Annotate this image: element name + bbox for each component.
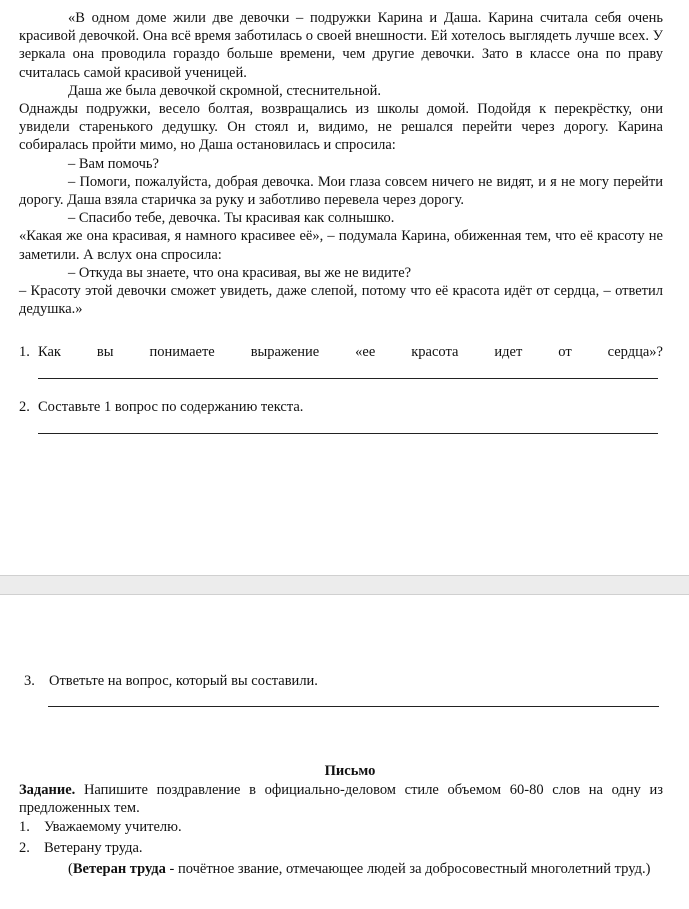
question-1 [19,343,663,361]
list-item [19,839,663,857]
story-paragraph: – Красоту этой девочки сможет увидеть, даже слепой, потому что её красота идёт от сердца, – ответил дедушка.» [19,283,663,318]
question-number: 1. [19,344,30,360]
answer-line-3[interactable] [48,706,659,707]
note-text: - почётное звание, отмечающее людей за добросовестный многолетний труд.) [165,861,651,877]
list-number: 1. [19,819,30,835]
task-label: Задание. [19,782,76,798]
letter-task [19,781,663,817]
question-number: 2. [19,399,30,415]
story-paragraph: Однажды подружки, весело болтая, возвращались из школы домой. Подойдя к перекрёстку, они увидели старенького дедушку. Он стоял и, видимо, не решался перейти через дорогу. Карина собиралась пройти мимо, но Даша остановилась и спросила: [19,101,663,154]
story-text [19,9,663,318]
note-open: ( [68,861,73,877]
note-term: Ветеран труда [72,861,166,877]
question-3 [24,672,663,690]
story-paragraph: «Какая же она красивая, я намного красивее её», – подумала Карина, обиженная тем, что её красоту не заметили. А вслух она спросила: [19,228,663,263]
answer-line-1[interactable] [38,378,658,379]
story-paragraph: «В одном доме жили две девочки – подружки Карина и Даша. Карина считала себя очень красивой девочкой. Она всё время заботилась о своей внешности. Ей хотелось выглядеть лучше всех. У зеркала она проводила гораздо больше времени, чем другие девочки. Зато в классе она по праву считалась самой красивой ученицей. [19,10,663,81]
letter-title: Письмо [324,763,376,779]
story-paragraph: Даша же была девочкой скромной, стеснительной. [68,82,381,99]
story-dialogue: – Спасибо тебе, девочка. Ты красивая как солнышко. [68,210,395,227]
list-item [19,818,663,836]
answer-line-2[interactable] [38,433,658,434]
definition-note [68,859,663,879]
story-dialogue: – Откуда вы знаете, что она красивая, вы же не видите? [68,264,412,281]
question-text: Ответьте на вопрос, который вы составили. [49,673,318,689]
question-text: Как вы понимаете выражение «ее красота идет от сердца»? [38,344,663,360]
task-text: Напишите поздравление в официально-деловом стиле объемом 60-80 слов на одну из предложенных тем. [19,782,663,817]
list-text: Ветерану труда. [44,840,143,856]
question-2 [19,398,663,416]
list-number: 2. [19,840,30,856]
page-break [0,575,689,595]
list-text: Уважаемому учителю. [44,819,182,835]
story-dialogue: – Вам помочь? [68,155,159,172]
question-text: Составьте 1 вопрос по содержанию текста. [38,399,304,415]
story-dialogue: – Помоги, пожалуйста, добрая девочка. Мои глаза совсем ничего не видят, и я не могу перейти дорогу. Даша взяла старичка за руку и заботливо перевела через дорогу. [19,173,663,209]
question-number: 3. [24,673,35,689]
